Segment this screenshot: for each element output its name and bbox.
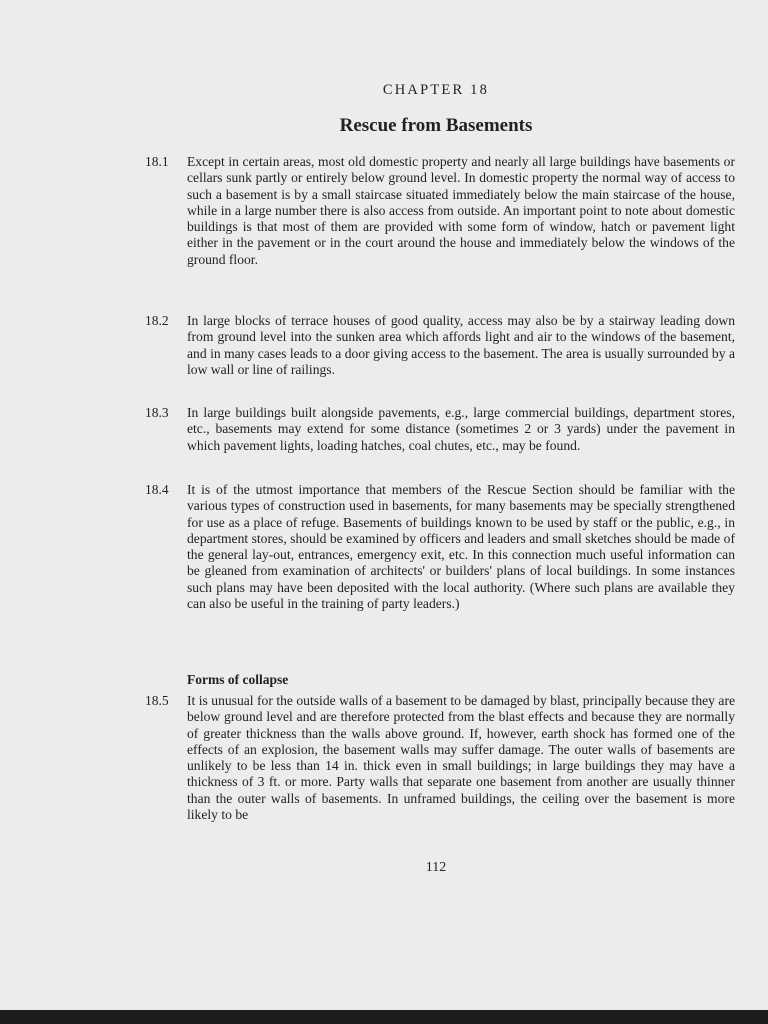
paragraph-text: In large blocks of terrace houses of good quality, access may also be by a stairway leading down from ground level into the sunken area which affords light and air to the windows of the basement, and in many cases leads to a door giving access to the basement. The area is usually surrounded by a low wall or line of railings.	[187, 313, 735, 377]
paragraph-number: 18.1	[145, 154, 169, 169]
paragraph-text: In large buildings built alongside pavements, e.g., large commercial buildings, department stores, etc., basements may extend for some distance (sometimes 2 or 3 yards) under the pavement in which pavement lights, loading hatches, coal chutes, etc., may be found.	[187, 405, 735, 453]
paragraph-number: 18.4	[145, 482, 169, 497]
paragraph-number: 18.3	[145, 405, 169, 420]
chapter-title: Rescue from Basements	[339, 115, 533, 136]
paragraph-18-4	[145, 482, 735, 612]
page-number: 112	[425, 860, 447, 875]
chapter-label: CHAPTER 18	[382, 82, 490, 98]
paragraph-text: Except in certain areas, most old domestic property and nearly all large buildings have basements or cellars sunk partly or entirely below ground level. In domestic property the normal way of access to such a basement is by a small staircase situated immediately below the main staircase of the house, while in a large number there is also access from outside. An important point to note about domestic buildings is that most of them are provided with some form of window, hatch or pavement light either in the pavement or in the court around the house and immediately below the windows of the ground floor.	[187, 154, 735, 267]
paragraph-number: 18.5	[145, 693, 169, 708]
paragraph-18-2	[145, 313, 735, 378]
section-subheading: Forms of collapse	[187, 672, 289, 687]
paragraph-18-1	[145, 154, 735, 268]
paragraph-18-5	[145, 693, 735, 823]
paragraph-text: It is of the utmost importance that members of the Rescue Section should be familiar with the various types of construction used in basements, for many basements may be specially strengthened for use as a place of refuge. Basements of buildings known to be used by staff or the public, e.g., in department stores, should be examined by officers and leaders and small sketches should be made of the general lay-out, entrances, emergency exit, etc. In this connection much useful information can be gleaned from examination of architects' or builders' plans of local buildings. In some instances such plans may have been deposited with the local authority. (Where such plans are available they can also be useful in the training of party leaders.)	[187, 482, 735, 612]
paragraph-18-3	[145, 405, 735, 454]
scan-bottom-edge	[0, 1010, 768, 1024]
paragraph-text: It is unusual for the outside walls of a basement to be damaged by blast, principally because they are below ground level and are therefore protected from the blast effects and because they are normally of greater thickness than the walls above ground. If, however, earth shock has formed one of the effects of an explosion, the basement walls may suffer damage. The outer walls of basements are unlikely to be less than 14 in. thick even in small buildings; in large buildings they may have a thickness of 3 ft. or more. Party walls that separate one basement from another are usually thinner than the outer walls of basements. In unframed buildings, the ceiling over the basement is more likely to be	[187, 693, 735, 823]
paragraph-number: 18.2	[145, 313, 169, 328]
